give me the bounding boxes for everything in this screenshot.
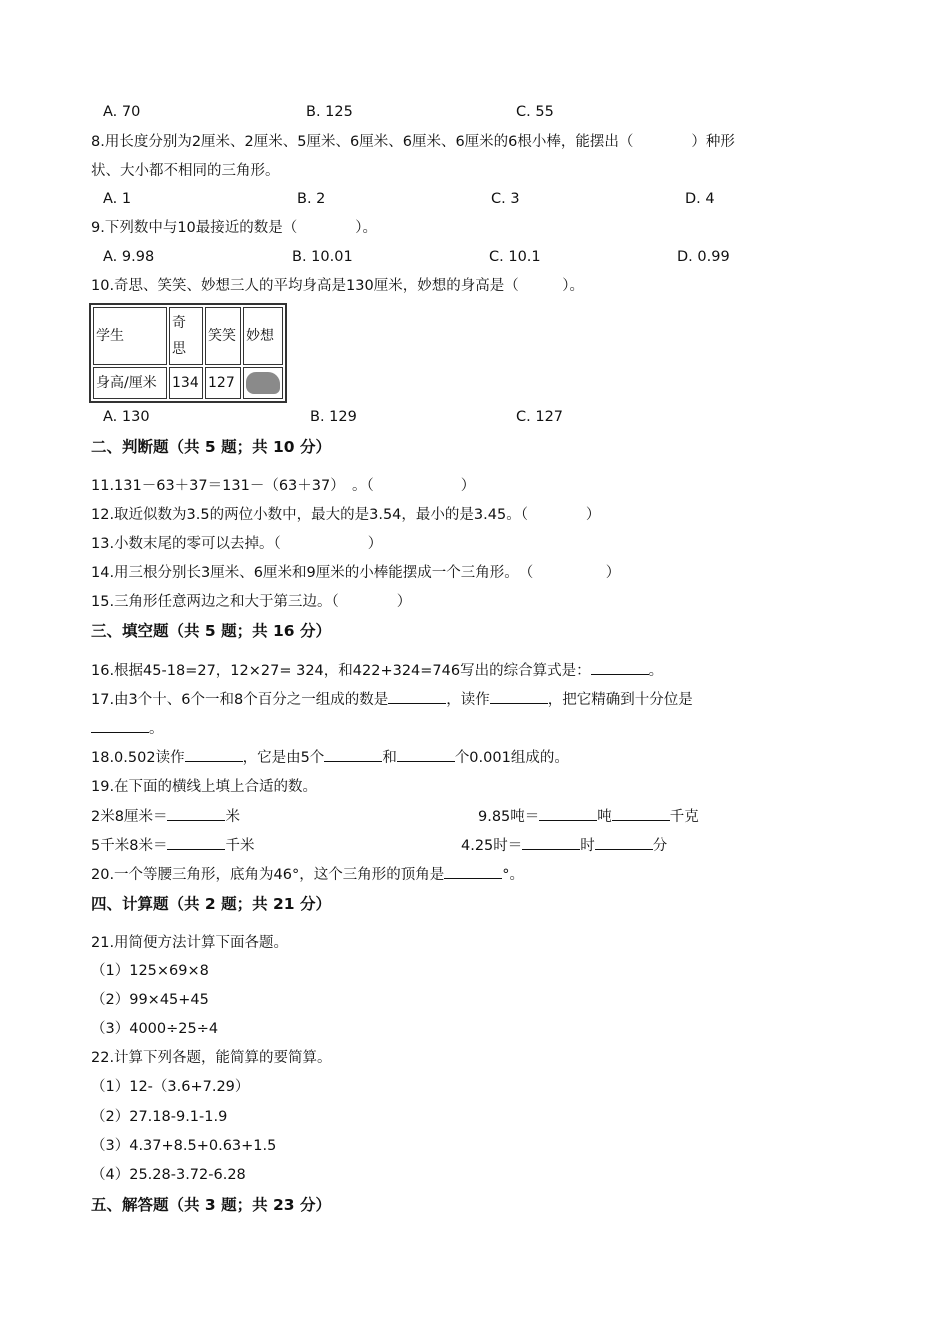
q19-r2r-text: 4.25时＝	[461, 838, 523, 854]
q9-option-c[interactable]: C. 10.1	[489, 249, 541, 265]
q19-r1r-unit-2: 千克	[669, 809, 699, 825]
q17-text-c: ，把它精确到十分位是	[547, 692, 693, 708]
q8-question-line1: 8.用长度分别为2厘米、2厘米、5厘米、6厘米、6厘米、6厘米的6根小棒，能摆出（ ）种形	[91, 134, 735, 150]
section-4-title: 四、计算题（共 2 题；共 21 分）	[91, 895, 331, 913]
q11-statement: 11.131－63＋37＝131－（63＋37） 。（ ）	[91, 478, 476, 494]
q19-row1-right	[478, 806, 699, 828]
q7-option-b[interactable]: B. 125	[306, 104, 353, 120]
q18-text-b: ，它是由5个	[242, 750, 325, 766]
q10-option-b[interactable]: B. 129	[310, 409, 357, 425]
q19-row2-left	[91, 835, 254, 857]
q17-text-b: ，读作	[446, 692, 490, 708]
q19-r1r-blank-1[interactable]	[539, 806, 597, 821]
q7-option-c[interactable]: C. 55	[516, 104, 554, 120]
q19-r1l-blank[interactable]	[167, 806, 225, 821]
q18-text-a: 18.0.502读作	[91, 750, 185, 766]
q17-text-a: 17.由3个十、6个一和8个百分之一组成的数是	[91, 692, 389, 708]
q20-blank[interactable]	[444, 864, 502, 879]
q18-text-d: 个0.001组成的。	[454, 750, 569, 766]
q19-r1r-unit-1: 吨	[597, 809, 612, 825]
q14-statement: 14.用三根分别长3厘米、6厘米和9厘米的小棒能摆成一个三角形。 （ ）	[91, 565, 621, 581]
q20-text: 20.一个等腰三角形，底角为46°，这个三角形的顶角是	[91, 867, 445, 883]
q21-item-3: （3）4000÷25÷4	[91, 1021, 219, 1037]
q19-r2l-text: 5千米8米＝	[91, 838, 168, 854]
table-cell	[243, 367, 283, 399]
q8-option-a[interactable]: A. 1	[103, 191, 132, 207]
q19-row2-right	[461, 835, 667, 857]
q8-option-c[interactable]: C. 3	[491, 191, 520, 207]
q21-question: 21.用简便方法计算下面各题。	[91, 935, 289, 951]
table-header-cell: 妙想	[243, 307, 283, 365]
q16-text: 16.根据45-18=27，12×27= 324，和422+324=746写出的综合算式是：	[91, 663, 591, 679]
table-row	[93, 307, 283, 365]
table-cell: 127	[205, 367, 241, 399]
table-cell: 134	[169, 367, 203, 399]
q16-end: 。	[648, 663, 664, 679]
q22-item-1: （1）12-（3.6+7.29）	[91, 1079, 250, 1095]
q19-r2r-unit-2: 分	[652, 838, 668, 854]
q16-blank[interactable]	[591, 660, 649, 675]
q9-question: 9.下列数中与10最接近的数是（ ）。	[91, 220, 378, 236]
q15-statement: 15.三角形任意两边之和大于第三边。（ ）	[91, 594, 412, 610]
q22-item-3: （3）4.37+8.5+0.63+1.5	[91, 1138, 277, 1154]
q8-option-d[interactable]: D. 4	[685, 191, 715, 207]
q9-option-b[interactable]: B. 10.01	[292, 249, 353, 265]
q19-r2r-blank-1[interactable]	[522, 835, 580, 850]
q18-question	[91, 747, 569, 769]
q17-blank-1[interactable]	[388, 689, 446, 704]
q19-r2l-unit: 千米	[225, 838, 255, 854]
q17-blank-3[interactable]	[91, 718, 149, 733]
q7-option-a[interactable]: A. 70	[103, 104, 141, 120]
q22-question: 22.计算下列各题，能简算的要简算。	[91, 1050, 332, 1066]
table-row	[93, 367, 283, 399]
header-qi: 奇	[172, 315, 186, 331]
q17-question-line2	[91, 718, 164, 740]
q10-question: 10.奇思、笑笑、妙想三人的平均身高是130厘米，妙想的身高是（ ）。	[91, 278, 584, 294]
q19-r1l-unit: 米	[225, 809, 240, 825]
q22-item-2: （2）27.18-9.1-1.9	[91, 1109, 228, 1125]
table-header-cell: 学生	[93, 307, 167, 365]
header-si: 思	[172, 341, 186, 357]
q16-question	[91, 660, 663, 682]
section-3-title: 三、填空题（共 5 题；共 16 分）	[91, 622, 331, 640]
q10-option-c[interactable]: C. 127	[516, 409, 564, 425]
q19-r2r-blank-2[interactable]	[595, 835, 653, 850]
q19-r1l-text: 2米8厘米＝	[91, 809, 168, 825]
q21-item-1: （1）125×69×8	[91, 963, 209, 979]
q8-question-line2: 状、大小都不相同的三角形。	[91, 163, 280, 179]
q17-end: 。	[149, 721, 164, 737]
section-5-title: 五、解答题（共 3 题；共 23 分）	[91, 1196, 331, 1214]
q18-text-c: 和	[382, 750, 397, 766]
q19-row1-left	[91, 806, 240, 828]
section-2-title: 二、判断题（共 5 题；共 10 分）	[91, 438, 331, 456]
q9-option-a[interactable]: A. 9.98	[103, 249, 155, 265]
q19-r2r-unit-1: 时	[580, 838, 595, 854]
q18-blank-2[interactable]	[324, 747, 382, 762]
table-row-label: 身高/厘米	[93, 367, 167, 399]
q19-question: 19.在下面的横线上填上合适的数。	[91, 779, 318, 795]
q19-r1r-blank-2[interactable]	[612, 806, 670, 821]
q22-item-4: （4）25.28-3.72-6.28	[91, 1167, 246, 1183]
height-table	[89, 303, 287, 403]
q13-statement: 13.小数末尾的零可以去掉。（ ）	[91, 536, 383, 552]
q19-r2l-blank[interactable]	[167, 835, 225, 850]
hidden-value-blot	[246, 372, 280, 394]
table-header-cell	[169, 307, 203, 365]
q9-option-d[interactable]: D. 0.99	[677, 249, 730, 265]
q19-r1r-text: 9.85吨＝	[478, 809, 540, 825]
q18-blank-1[interactable]	[185, 747, 243, 762]
table-header-cell: 笑笑	[205, 307, 241, 365]
q10-option-a[interactable]: A. 130	[103, 409, 150, 425]
q21-item-2: （2）99×45+45	[91, 992, 209, 1008]
q18-blank-3[interactable]	[397, 747, 455, 762]
q20-question	[91, 864, 524, 886]
q17-question	[91, 689, 693, 711]
q17-blank-2[interactable]	[490, 689, 548, 704]
q12-statement: 12.取近似数为3.5的两位小数中，最大的是3.54，最小的是3.45。（ ）	[91, 507, 601, 523]
q8-option-b[interactable]: B. 2	[297, 191, 326, 207]
q20-end: °。	[502, 867, 525, 883]
